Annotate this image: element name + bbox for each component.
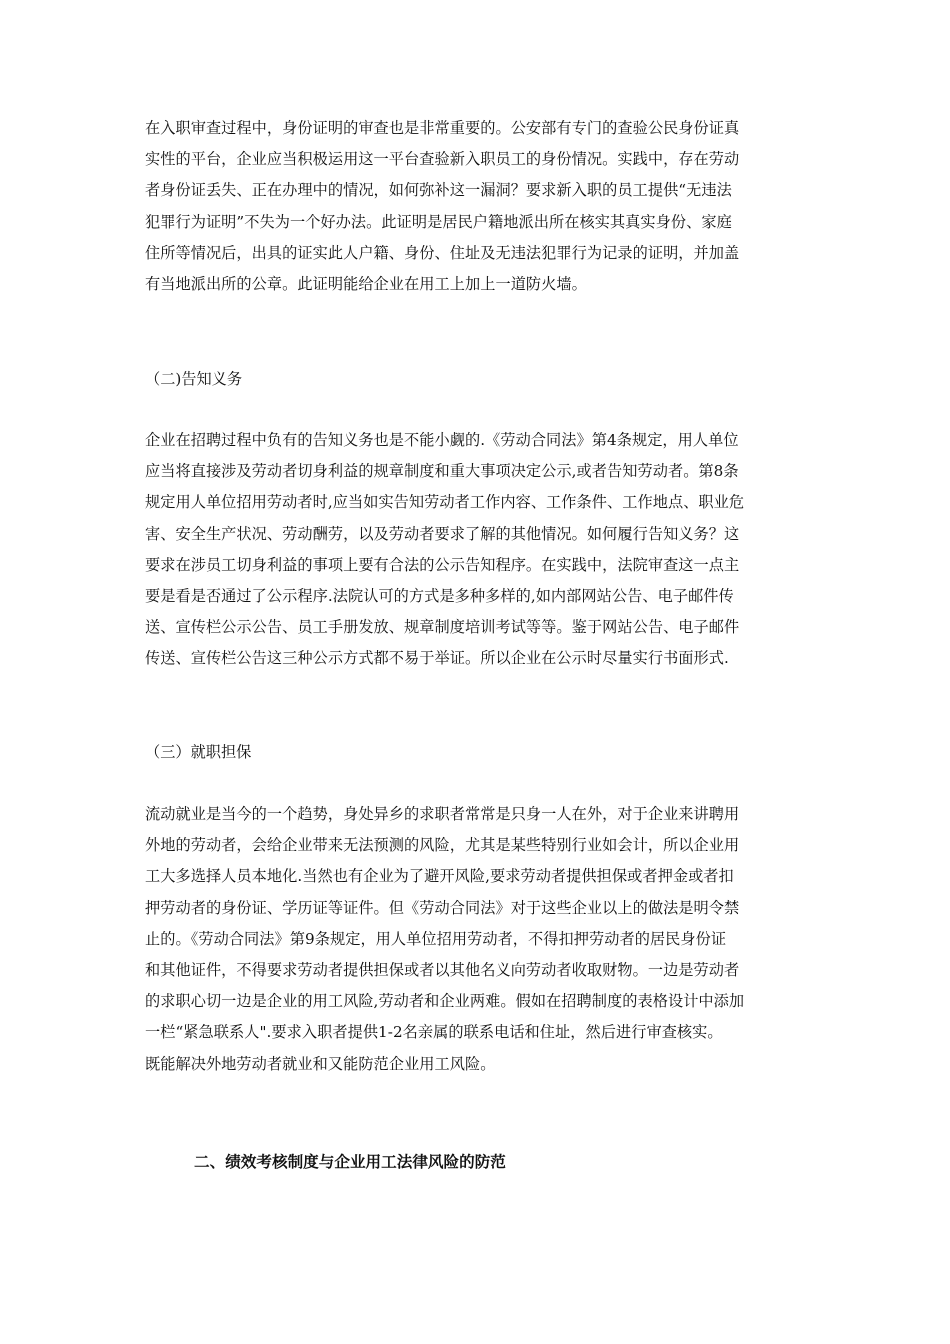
text-line: 一栏“紧急联系人".要求入职者提供1-2名亲属的联系电话和住址，然后进行审查核实。 [145,1023,723,1042]
text-line: 流动就业是当今的一个趋势，身处异乡的求职者常常是只身一人在外，对于企业来讲聘用 [145,805,740,823]
text-line: 和其他证件，不得要求劳动者提供担保或者以其他名义向劳动者收取财物。一边是劳动者 [145,961,740,980]
text-line: 者身份证丢失、正在办理中的情况，如何弥补这一漏洞？要求新入职的员工提供“无违法 [145,181,732,200]
text-line: 企业在招聘过程中负有的告知义务也是不能小觑的.《劳动合同法》第4条规定，用人单位 [145,431,739,449]
text-line: 既能解决外地劳动者就业和又能防范企业用工风险。 [145,1054,496,1073]
text-line: 押劳动者的身份证、学历证等证件。但《劳动合同法》对于这些企业以上的做法是明令禁 [145,898,740,917]
text-line: 工大多选择人员本地化.当然也有企业为了避开风险,要求劳动者提供担保或者押金或者扣 [145,867,734,886]
paragraph-notification-duty [145,425,815,675]
section-heading: 二、绩效考核制度与企业用工法律风险的防范 [194,1152,506,1171]
subheading-employment-guarantee [145,737,815,768]
text-line: 害、安全生产状况、劳动酬劳，以及劳动者要求了解的其他情况。如何履行告知义务？这 [145,524,740,543]
text-line: 要求在涉员工切身利益的事项上要有合法的公示告知程序。在实践中，法院审查这一点主 [145,555,740,574]
text-line: 犯罪行为证明”不失为一个好办法。此证明是居民户籍地派出所在核实其真实身份、家庭 [145,212,732,231]
subheading-text: （二)告知义务 [145,370,243,388]
text-line: 要是看是否通过了公示程序.法院认可的方式是多种多样的,如内部网站公告、电子邮件传 [145,587,734,606]
paragraph-text [145,799,815,1080]
text-line: 止的。《劳动合同法》第9条规定，用人单位招用劳动者，不得扣押劳动者的居民身份证 [145,929,727,948]
text-line: 有当地派出所的公章。此证明能给企业在用工上加上一道防火墙。 [145,275,587,294]
paragraph-employment-guarantee [145,799,815,1080]
paragraph-identity-check [145,113,815,300]
text-line: 实性的平台，企业应当积极运用这一平台查验新入职员工的身份情况。实践中，存在劳动 [145,150,740,169]
subheading-notification-duty [145,364,815,395]
text-line: 外地的劳动者，会给企业带来无法预测的风险，尤其是某些特别行业如会计，所以企业用 [145,836,740,855]
text-line: 规定用人单位招用劳动者时,应当如实告知劳动者工作内容、工作条件、工作地点、职业危 [145,493,745,512]
text-line: 送、宣传栏公示公告、员工手册发放、规章制度培训考试等等。鉴于网站公告、电子邮件 [145,618,740,637]
paragraph-text [145,113,815,300]
text-line: 传送、宣传栏公告这三种公示方式都不易于举证。所以企业在公示时尽量实行书面形式. [145,649,729,668]
text-line: 在入职审查过程中，身份证明的审查也是非常重要的。公安部有专门的查验公民身份证真 [145,119,740,137]
text-line: 应当将直接涉及劳动者切身利益的规章制度和重大事项决定公示,或者告知劳动者。第8条 [145,462,739,481]
text-line: 的求职心切一边是企业的用工风险,劳动者和企业两难。假如在招聘制度的表格设计中添加 [145,992,745,1011]
text-line: 住所等情况后，出具的证实此人户籍、身份、住址及无违法犯罪行为记录的证明，并加盖 [145,243,740,262]
subheading-text: （三）就职担保 [145,743,252,761]
paragraph-text [145,425,815,675]
